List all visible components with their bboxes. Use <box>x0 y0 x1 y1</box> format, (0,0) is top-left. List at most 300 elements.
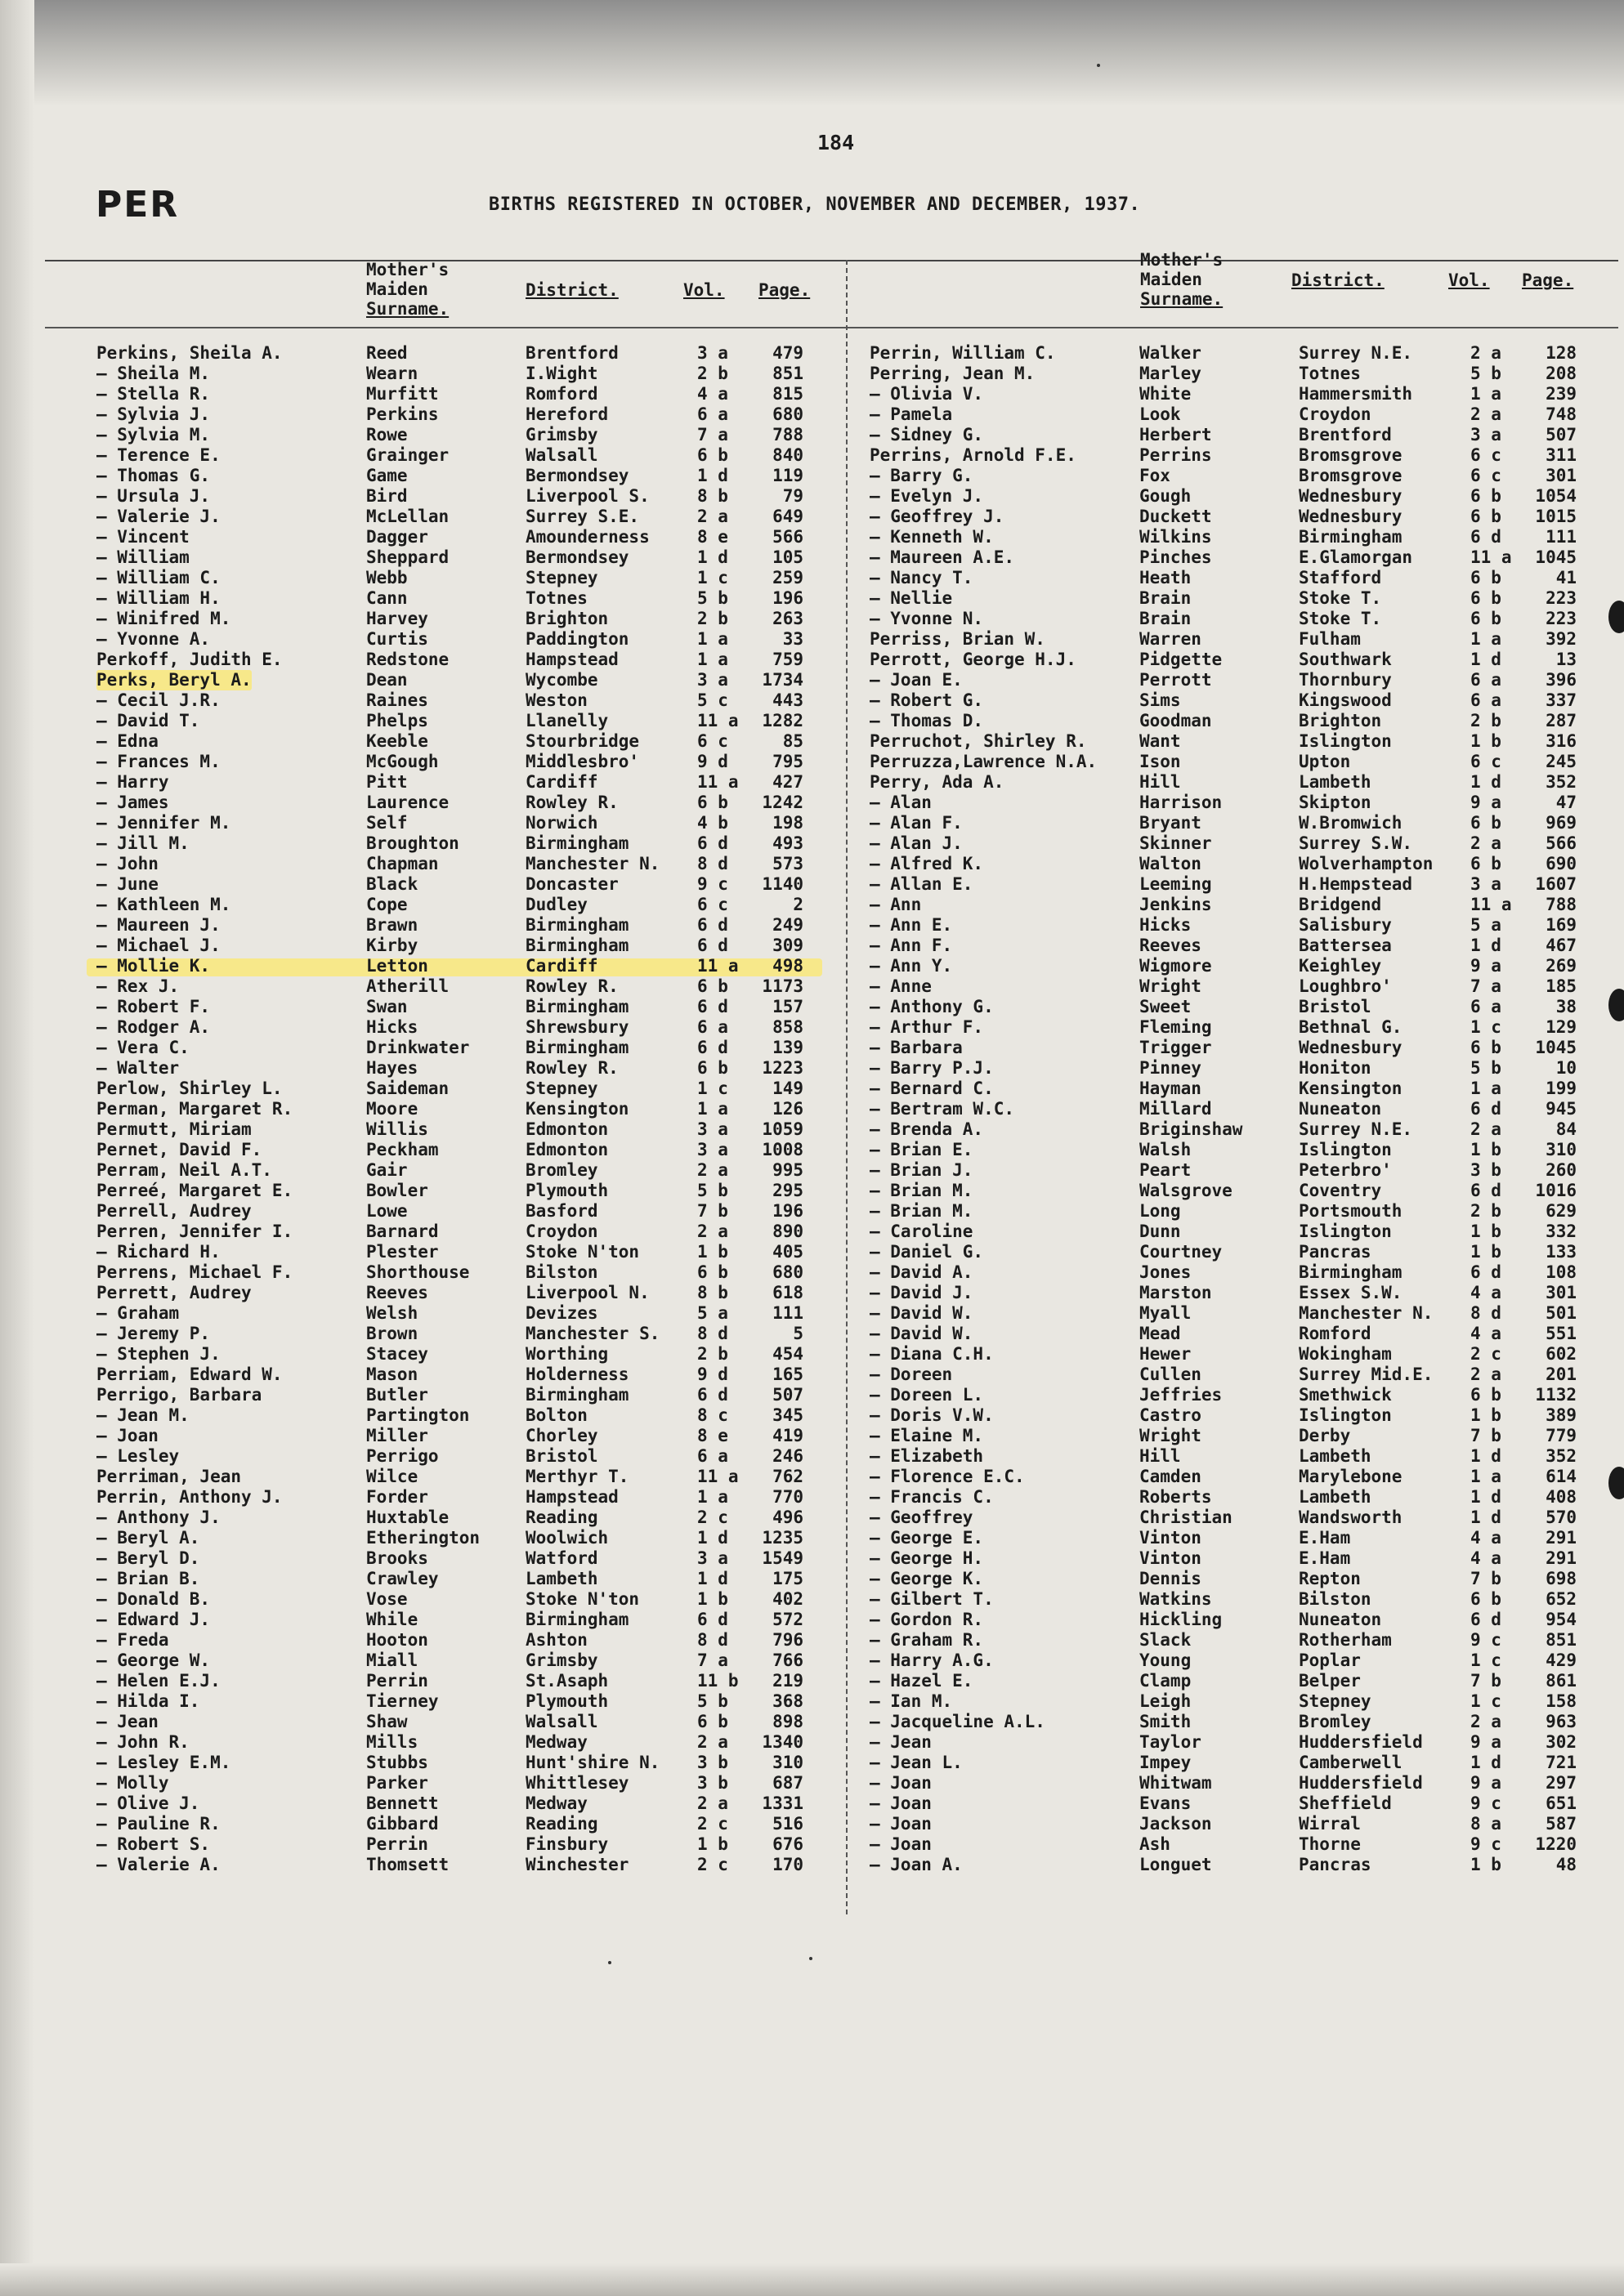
district: Rowley R. <box>526 1058 619 1078</box>
volume: 2 b <box>1470 1201 1501 1221</box>
page-ref: 618 <box>772 1283 803 1302</box>
volume: 1 b <box>1470 731 1501 751</box>
child-name: — Michael J. <box>96 936 221 955</box>
district: Dudley <box>526 895 588 914</box>
mother-maiden-surname: Thomsett <box>366 1855 450 1874</box>
district: Brighton <box>526 609 609 628</box>
page-ref: 368 <box>772 1691 803 1711</box>
volume: 1 c <box>1470 1651 1501 1670</box>
mother-maiden-surname: Fleming <box>1139 1017 1212 1037</box>
volume: 8 d <box>697 1324 728 1343</box>
page-ref: 570 <box>1546 1508 1577 1527</box>
district: Fulham <box>1299 629 1361 649</box>
district: Kensington <box>526 1099 629 1119</box>
volume: 1 a <box>697 629 728 649</box>
volume: 2 c <box>697 1814 728 1834</box>
child-name: — Daniel G. <box>870 1242 984 1262</box>
volume: 2 a <box>697 1732 728 1752</box>
district: Islington <box>1299 1140 1392 1159</box>
child-name: — George W. <box>96 1651 211 1670</box>
district: Plymouth <box>526 1181 609 1200</box>
volume: 1 c <box>697 1079 728 1098</box>
mother-maiden-surname: Butler <box>366 1385 428 1405</box>
child-name: Perruchot, Shirley R. <box>870 731 1087 751</box>
volume: 5 b <box>1470 1058 1501 1078</box>
mother-maiden-surname: Hooton <box>366 1630 428 1650</box>
child-name: — Pamela <box>870 404 953 424</box>
child-name: — Jean <box>870 1732 932 1752</box>
district: Norwich <box>526 813 598 833</box>
district: Salisbury <box>1299 915 1392 935</box>
page-ref: 779 <box>1546 1426 1577 1445</box>
child-name: — Brenda A. <box>870 1119 984 1139</box>
volume: 11 a <box>697 956 739 976</box>
child-name: — Valerie J. <box>96 507 221 526</box>
district: Birmingham <box>526 936 629 955</box>
page-ref: 1016 <box>1535 1181 1577 1200</box>
child-name: — Edna <box>96 731 159 751</box>
district: Lambeth <box>1299 772 1371 792</box>
page-ref: 945 <box>1546 1099 1577 1119</box>
district: Basford <box>526 1201 598 1221</box>
mother-maiden-surname: Gough <box>1139 486 1192 506</box>
mother-maiden-surname: Sims <box>1139 690 1181 710</box>
volume: 1 b <box>1470 1855 1501 1874</box>
volume: 6 d <box>1470 1181 1501 1200</box>
district: Islington <box>1299 1405 1392 1425</box>
district: Huddersfield <box>1299 1732 1423 1752</box>
page-ref: 408 <box>1546 1487 1577 1507</box>
district: Cardiff <box>526 956 598 976</box>
mother-maiden-surname: Watkins <box>1139 1589 1212 1609</box>
mother-maiden-surname: Parker <box>366 1773 428 1793</box>
district: Stafford <box>1299 568 1382 587</box>
page-ref: 352 <box>1546 1446 1577 1466</box>
child-name: Perks, Beryl A. <box>96 670 252 690</box>
page-ref: 223 <box>1546 609 1577 628</box>
child-name: — Alan J. <box>870 833 963 853</box>
volume: 6 a <box>697 1446 728 1466</box>
mother-maiden-surname: Stubbs <box>366 1753 428 1772</box>
volume: 8 d <box>697 854 728 873</box>
child-name: — Maureen J. <box>96 915 221 935</box>
page-ref: 157 <box>772 997 803 1016</box>
child-name: — Ann Y. <box>870 956 953 976</box>
page-ref: 301 <box>1546 1283 1577 1302</box>
district: Stepney <box>526 1079 598 1098</box>
page-ref: 196 <box>772 1201 803 1221</box>
district: Bromsgrove <box>1299 466 1403 485</box>
volume: 3 a <box>697 670 728 690</box>
mother-maiden-surname: Jenkins <box>1139 895 1212 914</box>
child-name: Perrens, Michael F. <box>96 1262 293 1282</box>
volume: 6 a <box>1470 670 1501 690</box>
child-name: — Donald B. <box>96 1589 211 1609</box>
district: Plymouth <box>526 1691 609 1711</box>
volume: 2 a <box>1470 1365 1501 1384</box>
right-page-header: Page. <box>1522 270 1574 290</box>
volume: 6 b <box>1470 1038 1501 1057</box>
mother-maiden-surname: Sweet <box>1139 997 1192 1016</box>
child-name: — Hazel E. <box>870 1671 973 1691</box>
mother-maiden-surname: Gair <box>366 1160 408 1180</box>
page-ref: 402 <box>772 1589 803 1609</box>
volume: 7 b <box>1470 1671 1501 1691</box>
district: Skipton <box>1299 793 1371 812</box>
page-ref: 454 <box>772 1344 803 1364</box>
mother-maiden-surname: Perrott <box>1139 670 1212 690</box>
mother-maiden-surname: Kirby <box>366 936 418 955</box>
district: Rowley R. <box>526 793 619 812</box>
district: Derby <box>1299 1426 1351 1445</box>
mother-maiden-surname: Leeming <box>1139 874 1212 894</box>
volume: 6 c <box>1470 445 1501 465</box>
page-ref: 260 <box>1546 1160 1577 1180</box>
child-name: — Joan <box>870 1834 932 1854</box>
child-name: — Sidney G. <box>870 425 984 444</box>
child-name: — Francis C. <box>870 1487 994 1507</box>
page-ref: 602 <box>1546 1344 1577 1364</box>
mother-maiden-surname: Brown <box>366 1324 418 1343</box>
child-name: Perman, Margaret R. <box>96 1099 293 1119</box>
page-ref: 1242 <box>762 793 803 812</box>
district: Edmonton <box>526 1119 609 1139</box>
volume: 2 a <box>1470 343 1501 363</box>
volume: 2 a <box>697 1793 728 1813</box>
mother-maiden-surname: Miall <box>366 1651 418 1670</box>
child-name: — Ian M. <box>870 1691 953 1711</box>
page-ref: 427 <box>772 772 803 792</box>
volume: 1 d <box>1470 1446 1501 1466</box>
page-ref: 85 <box>782 731 803 751</box>
volume: 1 d <box>1470 1753 1501 1772</box>
mother-maiden-surname: Hill <box>1139 772 1181 792</box>
district: Shrewsbury <box>526 1017 629 1037</box>
mother-maiden-surname: Heath <box>1139 568 1192 587</box>
district: E.Ham <box>1299 1548 1351 1568</box>
district: Bridgend <box>1299 895 1382 914</box>
page-ref: 788 <box>772 425 803 444</box>
child-name: — Ann E. <box>870 915 953 935</box>
district: Hampstead <box>526 650 619 669</box>
child-name: — Bernard C. <box>870 1079 994 1098</box>
district: Manchester S. <box>526 1324 660 1343</box>
volume: 7 b <box>1470 1426 1501 1445</box>
child-name: — Freda <box>96 1630 169 1650</box>
child-name: — Alan <box>870 793 932 812</box>
page-ref: 263 <box>772 609 803 628</box>
child-name: — Caroline <box>870 1222 973 1241</box>
mother-maiden-surname: Herbert <box>1139 425 1212 444</box>
page-ref: 649 <box>772 507 803 526</box>
volume: 6 d <box>1470 1099 1501 1119</box>
child-name: — Valerie A. <box>96 1855 221 1874</box>
page-ref: 748 <box>1546 404 1577 424</box>
page-ref: 687 <box>772 1773 803 1793</box>
volume: 4 a <box>1470 1324 1501 1343</box>
mother-maiden-surname: Christian <box>1139 1508 1233 1527</box>
volume: 2 b <box>697 609 728 628</box>
district: Wycombe <box>526 670 598 690</box>
child-name: — Lesley <box>96 1446 180 1466</box>
mother-maiden-surname: Hill <box>1139 1446 1181 1466</box>
district: E.Ham <box>1299 1528 1351 1548</box>
district: Nuneaton <box>1299 1099 1382 1119</box>
child-name: — Ann F. <box>870 936 953 955</box>
mother-maiden-surname: Cope <box>366 895 408 914</box>
district: Surrey S.W. <box>1299 833 1413 853</box>
page-ref: 501 <box>1546 1303 1577 1323</box>
mother-maiden-surname: Cullen <box>1139 1365 1201 1384</box>
child-name: — Maureen A.E. <box>870 547 1015 567</box>
page-ref: 1734 <box>762 670 803 690</box>
district: Croydon <box>1299 404 1371 424</box>
district: Bristol <box>526 1446 598 1466</box>
mother-maiden-surname: Welsh <box>366 1303 418 1323</box>
page-ref: 572 <box>772 1610 803 1629</box>
district: E.Glamorgan <box>1299 547 1413 567</box>
page-ref: 467 <box>1546 936 1577 955</box>
child-name: Pernet, David F. <box>96 1140 262 1159</box>
district: Winchester <box>526 1855 629 1874</box>
mother-maiden-surname: Raines <box>366 690 428 710</box>
mother-maiden-surname: Dennis <box>1139 1569 1201 1588</box>
volume: 2 b <box>1470 711 1501 730</box>
child-name: — Olivia V. <box>870 384 984 404</box>
district: Hammersmith <box>1299 384 1413 404</box>
page-ref: 129 <box>1546 1017 1577 1037</box>
page-ref: 566 <box>1546 833 1577 853</box>
district: Surrey N.E. <box>1299 1119 1413 1139</box>
volume: 5 b <box>1470 364 1501 383</box>
page-ref: 389 <box>1546 1405 1577 1425</box>
page-ref: 79 <box>782 486 803 506</box>
page-ref: 309 <box>772 936 803 955</box>
mother-maiden-surname: Partington <box>366 1405 470 1425</box>
page-ref: 249 <box>772 915 803 935</box>
volume: 6 d <box>697 915 728 935</box>
volume: 6 b <box>1470 1385 1501 1405</box>
volume: 8 a <box>1470 1814 1501 1834</box>
volume: 7 b <box>697 1201 728 1221</box>
district: Repton <box>1299 1569 1361 1588</box>
mother-maiden-surname: Bryant <box>1139 813 1201 833</box>
volume: 1 a <box>697 1099 728 1119</box>
child-name: — Joan A. <box>870 1855 963 1874</box>
child-name: — Winifred M. <box>96 609 231 628</box>
volume: 3 b <box>697 1773 728 1793</box>
page-ref: 169 <box>1546 915 1577 935</box>
district: Birmingham <box>526 1610 629 1629</box>
volume: 5 a <box>1470 915 1501 935</box>
mother-maiden-surname: Dagger <box>366 527 428 547</box>
page-ref: 680 <box>772 1262 803 1282</box>
child-name: — David W. <box>870 1324 973 1343</box>
page-ref: 301 <box>1546 466 1577 485</box>
district: Stoke T. <box>1299 609 1382 628</box>
volume: 6 b <box>1470 486 1501 506</box>
scan-shadow-left <box>0 0 34 2296</box>
volume: 3 a <box>1470 425 1501 444</box>
page-ref: 199 <box>1546 1079 1577 1098</box>
child-name: — Florence E.C. <box>870 1467 1025 1486</box>
volume: 9 a <box>1470 1732 1501 1752</box>
district: Hampstead <box>526 1487 619 1507</box>
district: Portsmouth <box>1299 1201 1403 1221</box>
child-name: — Jill M. <box>96 833 190 853</box>
district: Medway <box>526 1732 588 1752</box>
volume: 6 d <box>1470 1262 1501 1282</box>
volume: 6 d <box>697 1385 728 1405</box>
page-ref: 721 <box>1546 1753 1577 1772</box>
mother-maiden-surname: Curtis <box>366 629 428 649</box>
mother-maiden-surname: Jeffries <box>1139 1385 1223 1405</box>
mother-maiden-surname: Roberts <box>1139 1487 1212 1507</box>
mother-maiden-surname: Vinton <box>1139 1528 1201 1548</box>
district: Grimsby <box>526 1651 598 1670</box>
mother-maiden-surname: Barnard <box>366 1222 439 1241</box>
volume: 1 d <box>697 1528 728 1548</box>
child-name: Perrett, Audrey <box>96 1283 252 1302</box>
volume: 9 a <box>1470 956 1501 976</box>
child-name: — Harry A.G. <box>870 1651 994 1670</box>
volume: 6 b <box>1470 568 1501 587</box>
mother-maiden-surname: Wilkins <box>1139 527 1212 547</box>
volume: 6 b <box>697 1058 728 1078</box>
district: Middlesbro' <box>526 752 640 771</box>
volume: 7 a <box>697 1651 728 1670</box>
mother-maiden-surname: Peart <box>1139 1160 1192 1180</box>
volume: 2 a <box>1470 1119 1501 1139</box>
mother-maiden-surname: Redstone <box>366 650 450 669</box>
child-name: — Elizabeth <box>870 1446 984 1466</box>
mother-maiden-surname: Vose <box>366 1589 408 1609</box>
child-name: — Evelyn J. <box>870 486 984 506</box>
page-ref: 629 <box>1546 1201 1577 1221</box>
mother-maiden-surname: Reed <box>366 343 408 363</box>
mother-maiden-surname: Pidgette <box>1139 650 1223 669</box>
volume: 9 d <box>697 1365 728 1384</box>
child-name: — Brian J. <box>870 1160 973 1180</box>
page-ref: 496 <box>772 1508 803 1527</box>
mother-maiden-surname: Trigger <box>1139 1038 1212 1057</box>
mother-maiden-surname: Ison <box>1139 752 1181 771</box>
volume: 1 d <box>1470 1508 1501 1527</box>
child-name: — Barry P.J. <box>870 1058 994 1078</box>
mother-maiden-surname: Brain <box>1139 609 1192 628</box>
child-name: Perrott, George H.J. <box>870 650 1076 669</box>
district: Reading <box>526 1814 598 1834</box>
page-ref: 1173 <box>762 976 803 996</box>
district: Cardiff <box>526 772 598 792</box>
child-name: — George E. <box>870 1528 984 1548</box>
district: Finsbury <box>526 1834 609 1854</box>
district: Holderness <box>526 1365 629 1384</box>
page-ref: 815 <box>772 384 803 404</box>
volume: 1 d <box>1470 650 1501 669</box>
page-ref: 196 <box>772 588 803 608</box>
mother-maiden-surname: Game <box>366 466 408 485</box>
child-name: — Anthony G. <box>870 997 994 1016</box>
child-name: — Gilbert T. <box>870 1589 994 1609</box>
child-name: — Brian B. <box>96 1569 200 1588</box>
page-ref: 337 <box>1546 690 1577 710</box>
child-name: Permutt, Miriam <box>96 1119 252 1139</box>
child-name: — Jacqueline A.L. <box>870 1712 1045 1731</box>
page-ref: 208 <box>1546 364 1577 383</box>
volume: 8 e <box>697 527 728 547</box>
mother-maiden-surname: Dunn <box>1139 1222 1181 1241</box>
child-name: — Brian E. <box>870 1140 973 1159</box>
mother-maiden-surname: Webb <box>366 568 408 587</box>
district: Walsall <box>526 445 598 465</box>
volume: 7 b <box>1470 1569 1501 1588</box>
district: Coventry <box>1299 1181 1382 1200</box>
child-name: — Nancy T. <box>870 568 973 587</box>
mother-maiden-surname: Camden <box>1139 1467 1201 1486</box>
scan-speck <box>608 1961 611 1964</box>
district: Romford <box>1299 1324 1371 1343</box>
child-name: Perriman, Jean <box>96 1467 242 1486</box>
district: Wednesbury <box>1299 507 1403 526</box>
child-name: — Alfred K. <box>870 854 984 873</box>
district: Wirral <box>1299 1814 1361 1834</box>
punch-hole <box>1608 601 1624 633</box>
child-name: — David W. <box>870 1303 973 1323</box>
right-district-header: District. <box>1291 270 1385 290</box>
page-ref: 1045 <box>1535 1038 1577 1057</box>
page-ref: 840 <box>772 445 803 465</box>
mother-maiden-surname: Reeves <box>366 1283 428 1302</box>
page-ref: 851 <box>772 364 803 383</box>
child-name: Perlow, Shirley L. <box>96 1079 283 1098</box>
volume: 6 d <box>697 997 728 1016</box>
mother-maiden-surname: Ash <box>1139 1834 1170 1854</box>
page-ref: 498 <box>772 956 803 976</box>
child-name: — James <box>96 793 169 812</box>
mother-maiden-surname: White <box>1139 384 1192 404</box>
page-ref: 698 <box>1546 1569 1577 1588</box>
volume: 4 b <box>697 813 728 833</box>
volume: 9 c <box>1470 1630 1501 1650</box>
child-name: — William <box>96 547 190 567</box>
child-name: — Ursula J. <box>96 486 211 506</box>
volume: 4 a <box>1470 1548 1501 1568</box>
page-ref: 5 <box>793 1324 803 1343</box>
volume: 6 c <box>1470 466 1501 485</box>
child-name: — George K. <box>870 1569 984 1588</box>
child-name: — Graham <box>96 1303 180 1323</box>
district: Walsall <box>526 1712 598 1731</box>
volume: 9 a <box>1470 1773 1501 1793</box>
volume: 1 d <box>1470 936 1501 955</box>
volume: 6 d <box>697 1038 728 1057</box>
page-ref: 297 <box>1546 1773 1577 1793</box>
mother-maiden-surname: Walsgrove <box>1139 1181 1233 1200</box>
page-ref: 995 <box>772 1160 803 1180</box>
mother-maiden-surname: McGough <box>366 752 439 771</box>
district: Lambeth <box>526 1569 598 1588</box>
volume: 8 d <box>697 1630 728 1650</box>
volume: 6 c <box>1470 752 1501 771</box>
district: H.Hempstead <box>1299 874 1413 894</box>
volume: 3 a <box>697 1548 728 1568</box>
volume: 11 a <box>697 772 739 792</box>
mother-maiden-surname: Perrin <box>366 1671 428 1691</box>
child-name: — Doreen <box>870 1365 953 1384</box>
page-ref: 198 <box>772 813 803 833</box>
mother-maiden-surname: Broughton <box>366 833 459 853</box>
